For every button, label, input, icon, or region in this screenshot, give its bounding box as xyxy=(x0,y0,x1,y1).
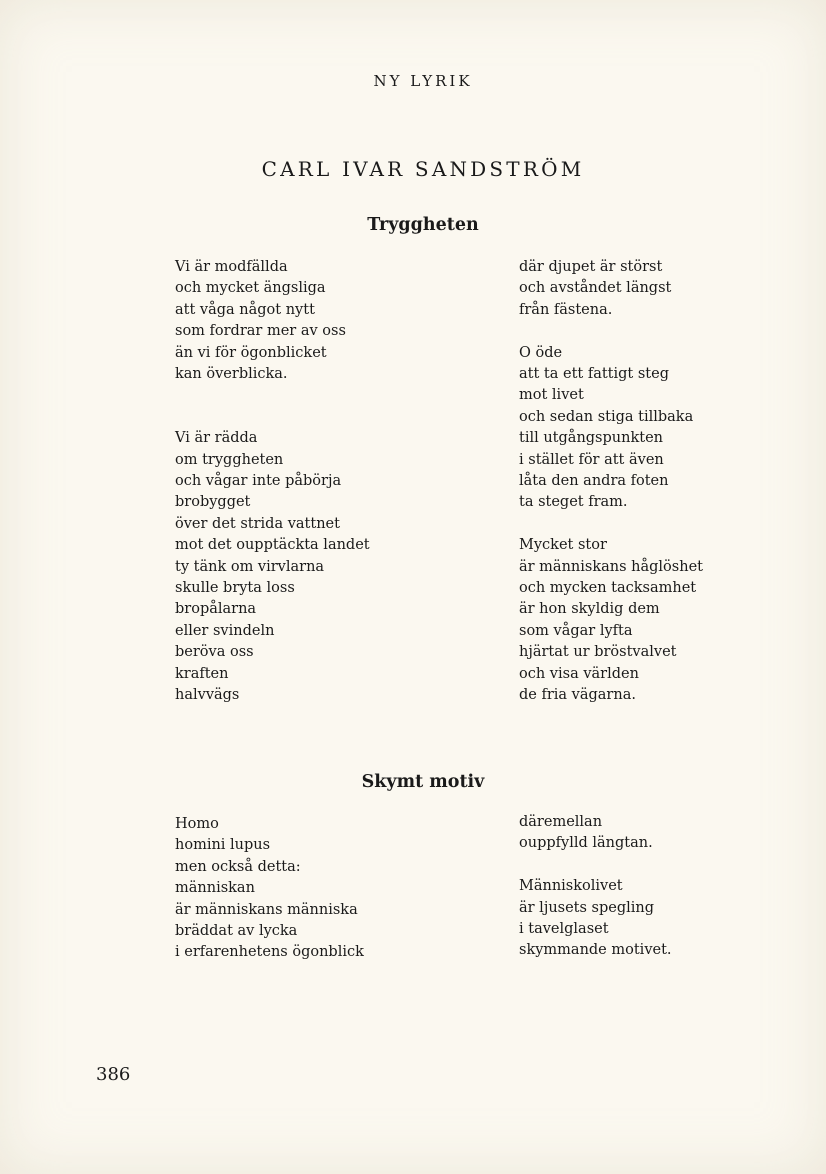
verse-line: och mycken tacksamhet xyxy=(519,580,697,597)
poem-1-right-column xyxy=(519,257,703,707)
verse-line: skymmande motivet. xyxy=(519,942,672,959)
stanza xyxy=(175,257,370,385)
stanza xyxy=(519,812,672,855)
poem-2-left-column xyxy=(175,814,364,964)
verse-line: i tavelglaset xyxy=(519,921,609,938)
verse-line: och visa världen xyxy=(519,665,639,682)
verse-line: bräddat av lycka xyxy=(175,923,298,940)
stanza xyxy=(175,428,370,706)
verse-line: eller svindeln xyxy=(175,622,275,639)
verse-line: där djupet är störst xyxy=(519,259,663,275)
verse-line: brobygget xyxy=(175,494,251,511)
verse-line: halvvägs xyxy=(175,687,240,704)
verse-line: är människans håglöshet xyxy=(519,558,703,575)
verse-line: Människolivet xyxy=(519,878,623,895)
stanza-break xyxy=(175,385,370,428)
stanza-break xyxy=(519,321,703,342)
poem-2-right-column xyxy=(519,812,672,962)
verse-line: skulle bryta loss xyxy=(175,580,295,597)
verse-line: O öde xyxy=(519,344,563,361)
verse-line: Vi är rädda xyxy=(175,430,258,447)
verse-line: att ta ett fattigt steg xyxy=(519,366,669,383)
verse-line: att våga något nytt xyxy=(175,301,315,318)
verse-line: och vågar inte påbörja xyxy=(175,473,342,490)
verse-line: är hon skyldig dem xyxy=(519,601,660,618)
stanza xyxy=(519,343,703,514)
stanza xyxy=(519,876,672,962)
verse-line: som fordrar mer av oss xyxy=(175,323,346,340)
verse-line: Homo xyxy=(175,816,219,832)
verse-line: ta steget fram. xyxy=(519,494,628,511)
verse-line: i stället för att även xyxy=(519,451,664,468)
verse-line: mot det oupptäckta landet xyxy=(175,537,370,554)
verse-line: de fria vägarna. xyxy=(519,687,636,704)
verse-line: bropålarna xyxy=(175,601,257,618)
verse-line: till utgångspunkten xyxy=(519,430,663,447)
running-head: NY LYRIK xyxy=(373,72,473,90)
verse-line: ouppfylld längtan. xyxy=(519,835,653,852)
poem-title-skymt-motiv: Skymt motiv xyxy=(361,772,485,792)
verse-line: kraften xyxy=(175,665,229,682)
verse-line: homini lupus xyxy=(175,837,271,854)
verse-line: är ljusets spegling xyxy=(519,899,655,916)
stanza-break xyxy=(519,514,703,535)
stanza-break xyxy=(519,855,672,876)
verse-line: mot livet xyxy=(519,387,584,404)
page-number: 386 xyxy=(96,1064,131,1085)
poem-1-left-column xyxy=(175,257,370,707)
verse-line: från fästena. xyxy=(519,301,613,318)
verse-line: och avståndet längst xyxy=(519,280,672,297)
verse-line: än vi för ögonblicket xyxy=(175,344,327,361)
verse-line: kan överblicka. xyxy=(175,366,288,383)
verse-line: som vågar lyfta xyxy=(519,622,633,639)
verse-line: Vi är modfällda xyxy=(175,259,288,275)
stanza xyxy=(519,257,703,321)
verse-line: däremellan xyxy=(519,814,603,830)
verse-line: är människans människa xyxy=(175,901,358,918)
poem-title-tryggheten: Tryggheten xyxy=(367,215,479,235)
verse-line: ty tänk om virvlarna xyxy=(175,558,325,575)
verse-line: i erfarenhetens ögonblick xyxy=(175,944,364,961)
verse-line: beröva oss xyxy=(175,644,254,661)
stanza xyxy=(519,535,703,706)
verse-line: människan xyxy=(175,880,255,897)
verse-line: men också detta: xyxy=(175,858,301,875)
stanza xyxy=(175,814,364,964)
verse-line: om tryggheten xyxy=(175,451,284,468)
verse-line: hjärtat ur bröstvalvet xyxy=(519,644,677,661)
verse-line: och sedan stiga tillbaka xyxy=(519,408,694,425)
verse-line: och mycket ängsliga xyxy=(175,280,326,297)
verse-line: låta den andra foten xyxy=(519,473,669,490)
verse-line: över det strida vattnet xyxy=(175,515,340,532)
author-name: CARL IVAR SANDSTRÖM xyxy=(261,157,585,181)
verse-line: Mycket stor xyxy=(519,537,607,554)
